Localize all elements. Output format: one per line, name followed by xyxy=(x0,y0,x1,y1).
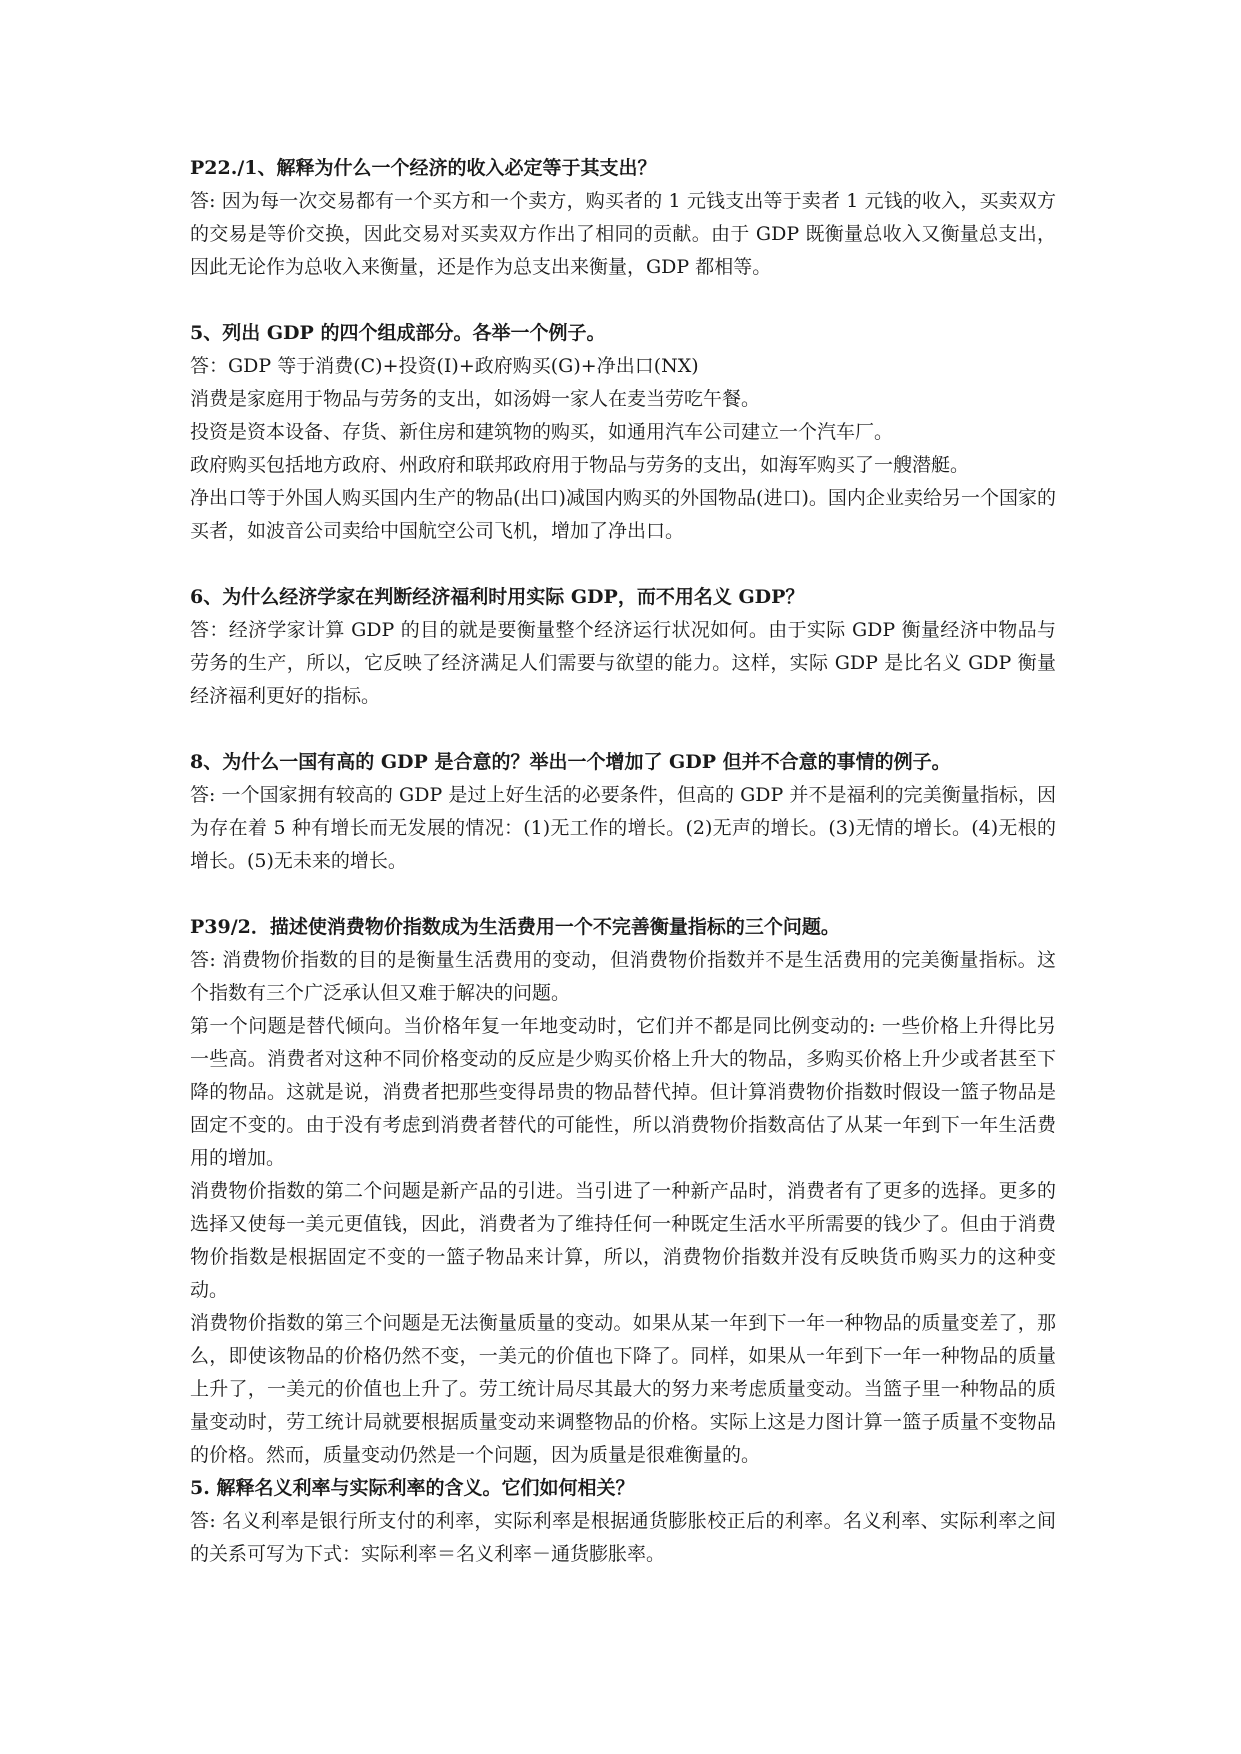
answer-paragraph: 答: 消费物价指数的目的是衡量生活费用的变动，但消费物价指数并不是生活费用的完美衡量指标。这个指数有三个广泛承认但又难于解决的问题。 xyxy=(190,949,1056,1004)
answer-paragraph: 投资是资本设备、存货、新住房和建筑物的购买，如通用汽车公司建立一个汽车厂。 xyxy=(190,421,894,443)
answer-paragraph: 政府购买包括地方政府、州政府和联邦政府用于物品与劳务的支出，如海军购买了一艘潜艇。 xyxy=(190,454,970,476)
question-heading: P22./1、解释为什么一个经济的收入必定等于其支出？ xyxy=(190,157,657,179)
answer-paragraph: 答：GDP 等于消费(C)+投资(I)+政府购买(G)+净出口(NX) xyxy=(190,355,699,377)
section-real-vs-nominal-gdp xyxy=(190,581,1056,713)
section-gdp-components xyxy=(190,317,1056,548)
answer-paragraph: 净出口等于外国人购买国内生产的物品(出口)减国内购买的外国物品(进口)。国内企业卖给另一个国家的买者，如波音公司卖给中国航空公司飞机，增加了净出口。 xyxy=(190,487,1056,542)
document-page xyxy=(190,152,1056,1571)
answer-paragraph: 消费物价指数的第二个问题是新产品的引进。当引进了一种新产品时，消费者有了更多的选择。更多的选择又使每一美元更值钱，因此，消费者为了维持任何一种既定生活水平所需要的钱少了。但由于消费物价指数是根据固定不变的一篮子物品来计算，所以，消费物价指数并没有反映货币购买力的这种变动。 xyxy=(190,1180,1056,1301)
question-heading: 8、为什么一国有高的 GDP 是合意的？举出一个增加了 GDP 但并不合意的事情的例子。 xyxy=(190,751,951,773)
answer-paragraph: 消费是家庭用于物品与劳务的支出，如汤姆一家人在麦当劳吃午餐。 xyxy=(190,388,761,410)
answer-paragraph: 答: 因为每一次交易都有一个买方和一个卖方，购买者的 1 元钱支出等于卖者 1 元钱的收入，买卖双方的交易是等价交换，因此交易对买卖双方作出了相同的贡献。由于 GDP 既衡量总收入又衡量总支出，因此无论作为总收入来衡量，还是作为总支出来衡量，GDP 都相等。 xyxy=(190,190,1056,278)
question-heading: 6、为什么经济学家在判断经济福利时用实际 GDP，而不用名义 GDP？ xyxy=(190,586,805,608)
answer-paragraph: 答: 一个国家拥有较高的 GDP 是过上好生活的必要条件，但高的 GDP 并不是福利的完美衡量指标，因为存在着 5 种有增长而无发展的情况：(1)无工作的增长。(2)无声的增长。(3)无情的增长。(4)无根的增长。(5)无未来的增长。 xyxy=(190,784,1056,872)
section-high-gdp-desirable xyxy=(190,746,1056,878)
section-income-expenditure xyxy=(190,152,1056,284)
answer-paragraph: 第一个问题是替代倾向。当价格年复一年地变动时，它们并不都是同比例变动的: 一些价格上升得比另一些高。消费者对这种不同价格变动的反应是少购买价格上升大的物品，多购买价格上升少或者甚至下降的物品。这就是说，消费者把那些变得昂贵的物品替代掉。但计算消费物价指数时假设一篮子物品是固定不变的。由于没有考虑到消费者替代的可能性，所以消费物价指数高估了从某一年到下一年生活费用的增加。 xyxy=(190,1015,1056,1169)
answer-paragraph: 答：经济学家计算 GDP 的目的就是要衡量整个经济运行状况如何。由于实际 GDP 衡量经济中物品与劳务的生产，所以，它反映了经济满足人们需要与欲望的能力。这样，实际 GDP 是比名义 GDP 衡量经济福利更好的指标。 xyxy=(190,619,1056,707)
question-heading: 5、列出 GDP 的四个组成部分。各举一个例子。 xyxy=(190,322,606,344)
question-heading: P39/2．描述使消费物价指数成为生活费用一个不完善衡量指标的三个问题。 xyxy=(190,916,840,938)
section-cpi-problems xyxy=(190,911,1056,1472)
answer-paragraph: 答: 名义利率是银行所支付的利率，实际利率是根据通货膨胀校正后的利率。名义利率、实际利率之间的关系可写为下式：实际利率＝名义利率－通货膨胀率。 xyxy=(190,1510,1056,1565)
answer-paragraph: 消费物价指数的第三个问题是无法衡量质量的变动。如果从某一年到下一年一种物品的质量变差了，那么，即使该物品的价格仍然不变，一美元的价值也下降了。同样，如果从一年到下一年一种物品的质量上升了，一美元的价值也上升了。劳工统计局尽其最大的努力来考虑质量变动。当篮子里一种物品的质量变动时，劳工统计局就要根据质量变动来调整物品的价格。实际上这是力图计算一篮子质量不变物品的价格。然而，质量变动仍然是一个问题，因为质量是很难衡量的。 xyxy=(190,1312,1056,1466)
question-heading: 5. 解释名义利率与实际利率的含义。它们如何相关？ xyxy=(190,1477,635,1499)
section-interest-rates xyxy=(190,1472,1056,1571)
